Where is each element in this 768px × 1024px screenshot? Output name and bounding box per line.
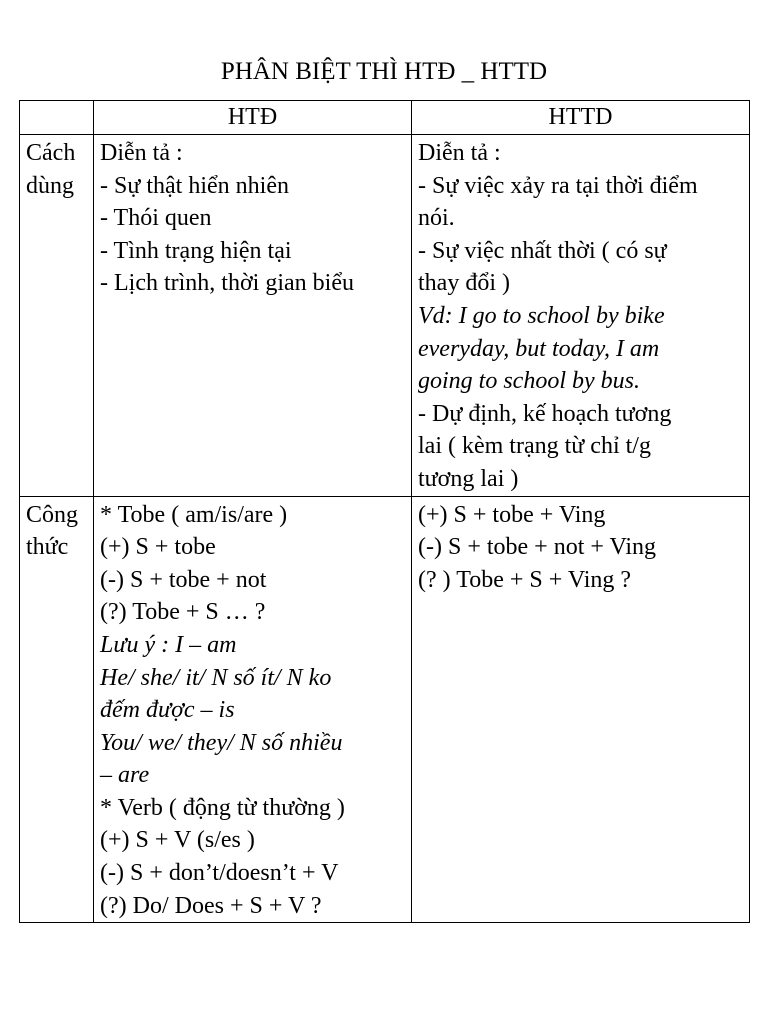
cell-text-line: (? ) Tobe + S + Ving ? [418, 566, 632, 593]
cell-text-line: Vd: I go to school by bike [418, 302, 665, 329]
cell-text-line: He/ she/ it/ N số ít/ N ko [100, 664, 332, 691]
row-label-line: Công [26, 501, 79, 528]
row-label-line: Cách [26, 140, 76, 166]
cell-text-line: * Tobe ( am/is/are ) [100, 501, 288, 528]
table-row-formula [20, 496, 750, 923]
cell-text-line: Diễn tả : [418, 140, 501, 166]
cell-text-line: (-) S + tobe + not [100, 566, 267, 593]
cell-text-line: You/ we/ they/ N số nhiều [100, 729, 343, 756]
formula-htd-cell [94, 496, 412, 923]
cell-text-line: Lưu ý : I – am [100, 631, 237, 658]
cell-text-line: - Sự thật hiển nhiên [100, 172, 289, 199]
cell-text-line: (?) Do/ Does + S + V ? [100, 892, 322, 919]
table-row-usage [20, 135, 750, 497]
cell-text-line: thay đổi ) [418, 270, 510, 297]
cell-text-line: (+) S + tobe + Ving [418, 501, 606, 528]
cell-text-line: (-) S + tobe + not + Ving [418, 534, 657, 561]
formula-httd-cell [412, 496, 750, 923]
row-label-line: dùng [26, 172, 74, 199]
usage-httd-cell [412, 135, 750, 497]
cell-text-line: - Tình trạng hiện tại [100, 237, 292, 264]
cell-text-line: (-) S + don’t/doesn’t + V [100, 860, 339, 887]
cell-text-line: - Sự việc xảy ra tại thời điểm [418, 172, 698, 199]
usage-htd-cell [94, 135, 412, 497]
cell-text-line: everyday, but today, I am [418, 335, 660, 362]
page-title: PHÂN BIỆT THÌ HTĐ _ HTTD [220, 58, 548, 85]
cell-text-line: going to school by bus. [418, 368, 640, 395]
cell-text-line: - Sự việc nhất thời ( có sự [418, 237, 667, 264]
cell-text-line: (+) S + tobe [100, 534, 216, 561]
row-label-line: thức [26, 534, 69, 561]
table-header-row [20, 101, 750, 135]
header-htd: HTĐ [94, 101, 412, 135]
header-httd: HTTD [412, 101, 750, 135]
row-label-usage [20, 135, 94, 497]
cell-text-line: - Thói quen [100, 205, 212, 232]
cell-text-line: – are [100, 762, 150, 789]
cell-text-line: nói. [418, 205, 455, 232]
comparison-table [19, 100, 750, 923]
cell-text-line: * Verb ( động từ thường ) [100, 794, 345, 821]
header-empty-cell [20, 101, 94, 135]
cell-text-line: - Lịch trình, thời gian biểu [100, 270, 354, 297]
cell-text-line: đếm được – is [100, 697, 235, 724]
row-label-formula [20, 496, 94, 923]
cell-text-line: (?) Tobe + S … ? [100, 599, 266, 626]
cell-text-line: tương lai ) [418, 465, 519, 492]
cell-text-line: Diễn tả : [100, 140, 183, 166]
cell-text-line: - Dự định, kế hoạch tương [418, 400, 672, 427]
cell-text-line: (+) S + V (s/es ) [100, 827, 255, 854]
cell-text-line: lai ( kèm trạng từ chỉ t/g [418, 433, 651, 460]
